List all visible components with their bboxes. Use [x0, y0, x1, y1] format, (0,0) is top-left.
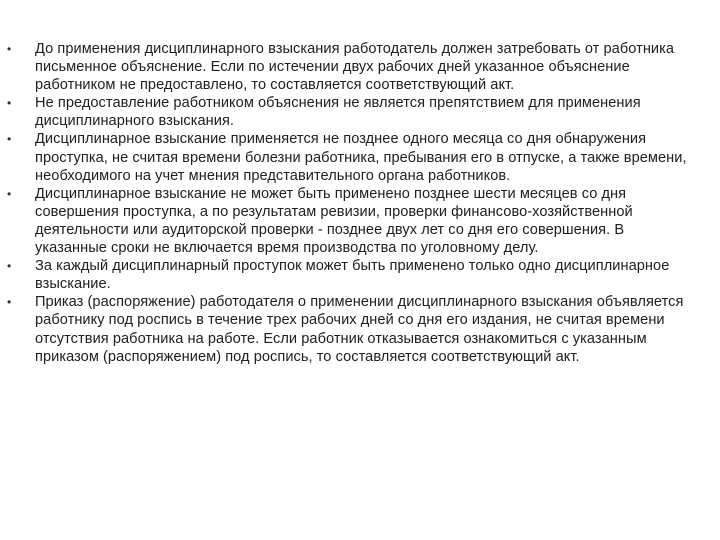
bullet-icon: • — [7, 132, 12, 147]
bullet-text: За каждый дисциплинарный проступок может быть применено только одно дисциплинарное взыскание. — [35, 258, 670, 293]
bullet-icon: • — [7, 186, 12, 201]
bullet-item-one-month-term — [7, 130, 692, 184]
bullet-list — [7, 40, 692, 366]
bullet-text: Не предоставление работником объяснения не является препятствием для применения дисциплинарного взыскания. — [35, 95, 641, 130]
bullet-item-order-announcement — [7, 293, 692, 365]
bullet-item-six-month-term — [7, 185, 692, 257]
bullet-text: Дисциплинарное взыскание применяется не позднее одного месяца со дня обнаружения проступка, не считая времени болезни работника, пребывания его в отпуске, а также времени, необходимого на учет мнения представительного органа работников. — [35, 131, 687, 184]
bullet-text: До применения дисциплинарного взыскания работодатель должен затребовать от работника письменное объяснение. Если по истечении двух рабочих дней указанное объяснение работником не предоставлено, то составляется соответствующий акт. — [35, 41, 675, 94]
bullet-icon: • — [7, 259, 12, 274]
bullet-text: Приказ (распоряжение) работодателя о применении дисциплинарного взыскания объявляется работнику под роспись в течение трех рабочих дней со дня его издания, не считая времени отсутствия работника на работе. Если работник отказывается ознакомиться с указанным приказом (распоряжением) под роспись, то составляется соответствующий акт. — [35, 294, 684, 365]
bullet-item-no-explanation — [7, 94, 692, 130]
bullet-icon: • — [7, 295, 12, 310]
bullet-item-one-penalty — [7, 257, 692, 293]
bullet-icon: • — [7, 42, 12, 56]
bullet-icon: • — [7, 96, 12, 111]
bullet-text: Дисциплинарное взыскание не может быть применено позднее шести месяцев со дня совершения проступка, а по результатам ревизии, проверки финансово-хозяйственной деятельности или аудиторской проверки - позднее двух лет со дня его совершения. В указанные сроки не включается время производства по уголовному делу. — [35, 185, 633, 257]
bullet-item-explanation-request — [7, 40, 692, 94]
